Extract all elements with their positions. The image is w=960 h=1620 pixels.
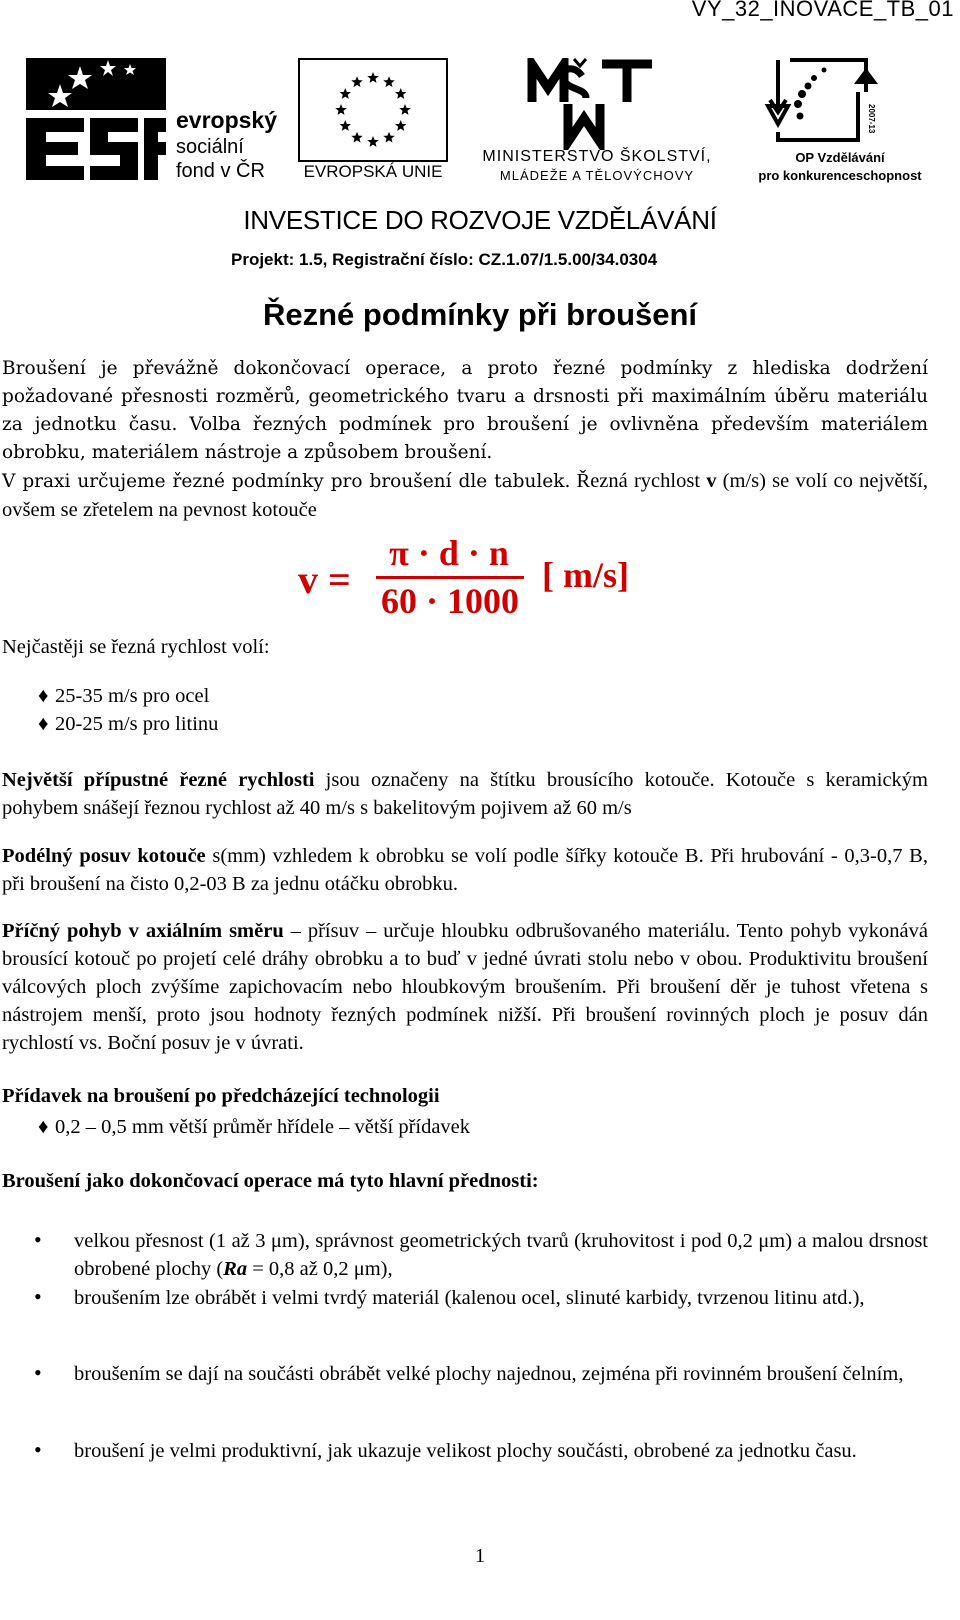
msmt-text-2: MLÁDEŽE A TĚLOVÝCHOVY: [499, 168, 695, 183]
bullet-icon: •: [34, 1284, 42, 1309]
allowance-item: [38, 1113, 470, 1141]
max-speed-paragraph: [2, 766, 928, 822]
formula-numerator: π · d · n: [389, 533, 509, 573]
formula-fraction-line: [376, 576, 524, 579]
feed-text: s(mm) vzhledem k obrobku se volí podle šířky kotouče B. Při hrubování - 0,3-0,7 B, při broušení na čisto 0,2-03 B za jednu otáčku obrobku.: [2, 845, 928, 895]
max-speed-bold: Největší přípustné řezné rychlosti: [2, 769, 315, 791]
speed-intro: Nejčastěji se řezná rychlost volí:: [2, 636, 270, 658]
cutting-speed-formula: [298, 533, 658, 628]
formula-unit: [ m/s]: [542, 555, 629, 595]
advantage-item: [74, 1227, 928, 1283]
bullet-icon: •: [34, 1227, 42, 1252]
feed-paragraph: [2, 842, 928, 898]
msmt-text-1: MINISTERSTVO ŠKOLSTVÍ,: [482, 148, 712, 165]
diamond-bullet-icon: ♦: [38, 685, 49, 707]
speed-item-steel: [38, 682, 209, 710]
feed-bold: Podélný posuv kotouče: [2, 845, 206, 867]
roughness-symbol: Ra: [223, 1258, 248, 1280]
cross-feed-bold: Příčný pohyb v axiálním směru: [2, 920, 284, 942]
op-logo: [740, 58, 940, 188]
op-text-1: OP Vzdělávání: [795, 150, 885, 165]
formula-lhs: v =: [298, 557, 351, 602]
max-speed-text: jsou označeny na štítku brousícího kotouče. Kotouče s keramickým pohybem snášejí řeznou rychlost až 40 m/s s bakelitovým pojivem až 60 m/s: [2, 769, 928, 819]
advantage-1-text-b: = 0,8 až 0,2 μm),: [247, 1258, 393, 1280]
advantage-item: broušení je velmi produktivní, jak ukazuje velikost plochy součásti, obrobené za jednotku času.: [74, 1440, 857, 1462]
eu-caption: EVROPSKÁ UNIE: [303, 162, 443, 181]
bullet-icon: •: [34, 1437, 42, 1462]
esf-text-3: fond v ČR: [176, 160, 265, 182]
project-number: Projekt: 1.5, Registrační číslo: CZ.1.07/1.5.00/34.0304: [231, 250, 658, 269]
page-title: Řezné podmínky při broušení: [262, 297, 698, 332]
op-text-2: pro konkurenceschopnost: [758, 168, 922, 183]
formula-denominator: 60 · 1000: [380, 581, 519, 621]
cross-feed-text: – přísuv – určuje hloubku odbrušovaného materiálu. Tento pohyb vykonává brousící kotouč po projetí celé dráhy obrobku a to buď v jedné úvrati stolu nebo v obou. Produktivitu broušení válcových ploch zvýšíme zapichovacím nebo hloubkovým broušením. Při broušení děr je tuhost vřetena s nástrojem menší, proto jsou hodnoty řezných podmínek nižší. Při broušení rovinných ploch je posuv dán rychlostí vs. Boční posuv je v úvrati.: [2, 920, 928, 1054]
intro-text-a: V praxi určujeme řezné podmínky pro broušení dle tabulek.: [2, 471, 571, 492]
eu-flag-logo: [298, 58, 448, 188]
diamond-bullet-icon: ♦: [38, 713, 49, 735]
advantages-heading: Broušení jako dokončovací operace má tyto hlavní přednosti:: [2, 1170, 539, 1192]
allowance-item-text: 0,2 – 0,5 mm větší průměr hřídele – větší přídavek: [55, 1116, 471, 1138]
intro-paragraph-2: [2, 467, 928, 524]
velocity-symbol: v: [706, 470, 717, 492]
msmt-logo: [462, 58, 732, 188]
esf-text-1: evropský: [176, 107, 278, 133]
page-number: 1: [475, 1545, 485, 1567]
speed-item-text: 20-25 m/s pro litinu: [55, 713, 219, 735]
document-code: VY_32_INOVACE_TB_01: [691, 0, 954, 21]
esf-logo: [26, 58, 276, 190]
intro-text-c: (m/s) se volí co největší, ovšem se zřetelem na pevnost kotouče: [2, 470, 928, 521]
esf-text-2: sociální: [176, 136, 244, 158]
intro-text-b: Řezná rychlost: [570, 470, 707, 492]
speed-item-cast-iron: [38, 710, 218, 738]
investice-heading: INVESTICE DO ROZVOJE VZDĚLÁVÁNÍ: [243, 205, 717, 235]
op-vertical-text: 2007-13: [867, 104, 876, 134]
advantage-item: broušením se dají na součásti obrábět velké plochy najednou, zejména při rovinném broušení čelním,: [74, 1363, 904, 1385]
advantage-1-text-a: velkou přesnost (1 až 3 μm), správnost geometrických tvarů (kruhovitost i pod 0,2 μm) a malou drsnost obrobené plochy (: [74, 1230, 928, 1280]
cross-feed-paragraph: [2, 917, 928, 1057]
advantage-item: broušením lze obrábět i velmi tvrdý materiál (kalenou ocel, slinuté karbidy, tvrzenou litinu atd.),: [74, 1287, 865, 1309]
bullet-icon: •: [34, 1360, 42, 1385]
allowance-heading: Přídavek na broušení po předcházející technologii: [2, 1085, 440, 1107]
diamond-bullet-icon: ♦: [38, 1116, 49, 1138]
speed-item-text: 25-35 m/s pro ocel: [55, 685, 210, 707]
intro-paragraph: Broušení je převážně dokončovací operace, a proto řezné podmínky z hlediska dodržení požadované přesnosti rozměrů, geometrického tvaru a drsnosti při maximálním úběru materiálu za jednotku času. Volba řezných podmínek pro broušení je ovlivněna především materiálem obrobku, materiálem nástroje a způsobem broušení.: [2, 358, 928, 463]
